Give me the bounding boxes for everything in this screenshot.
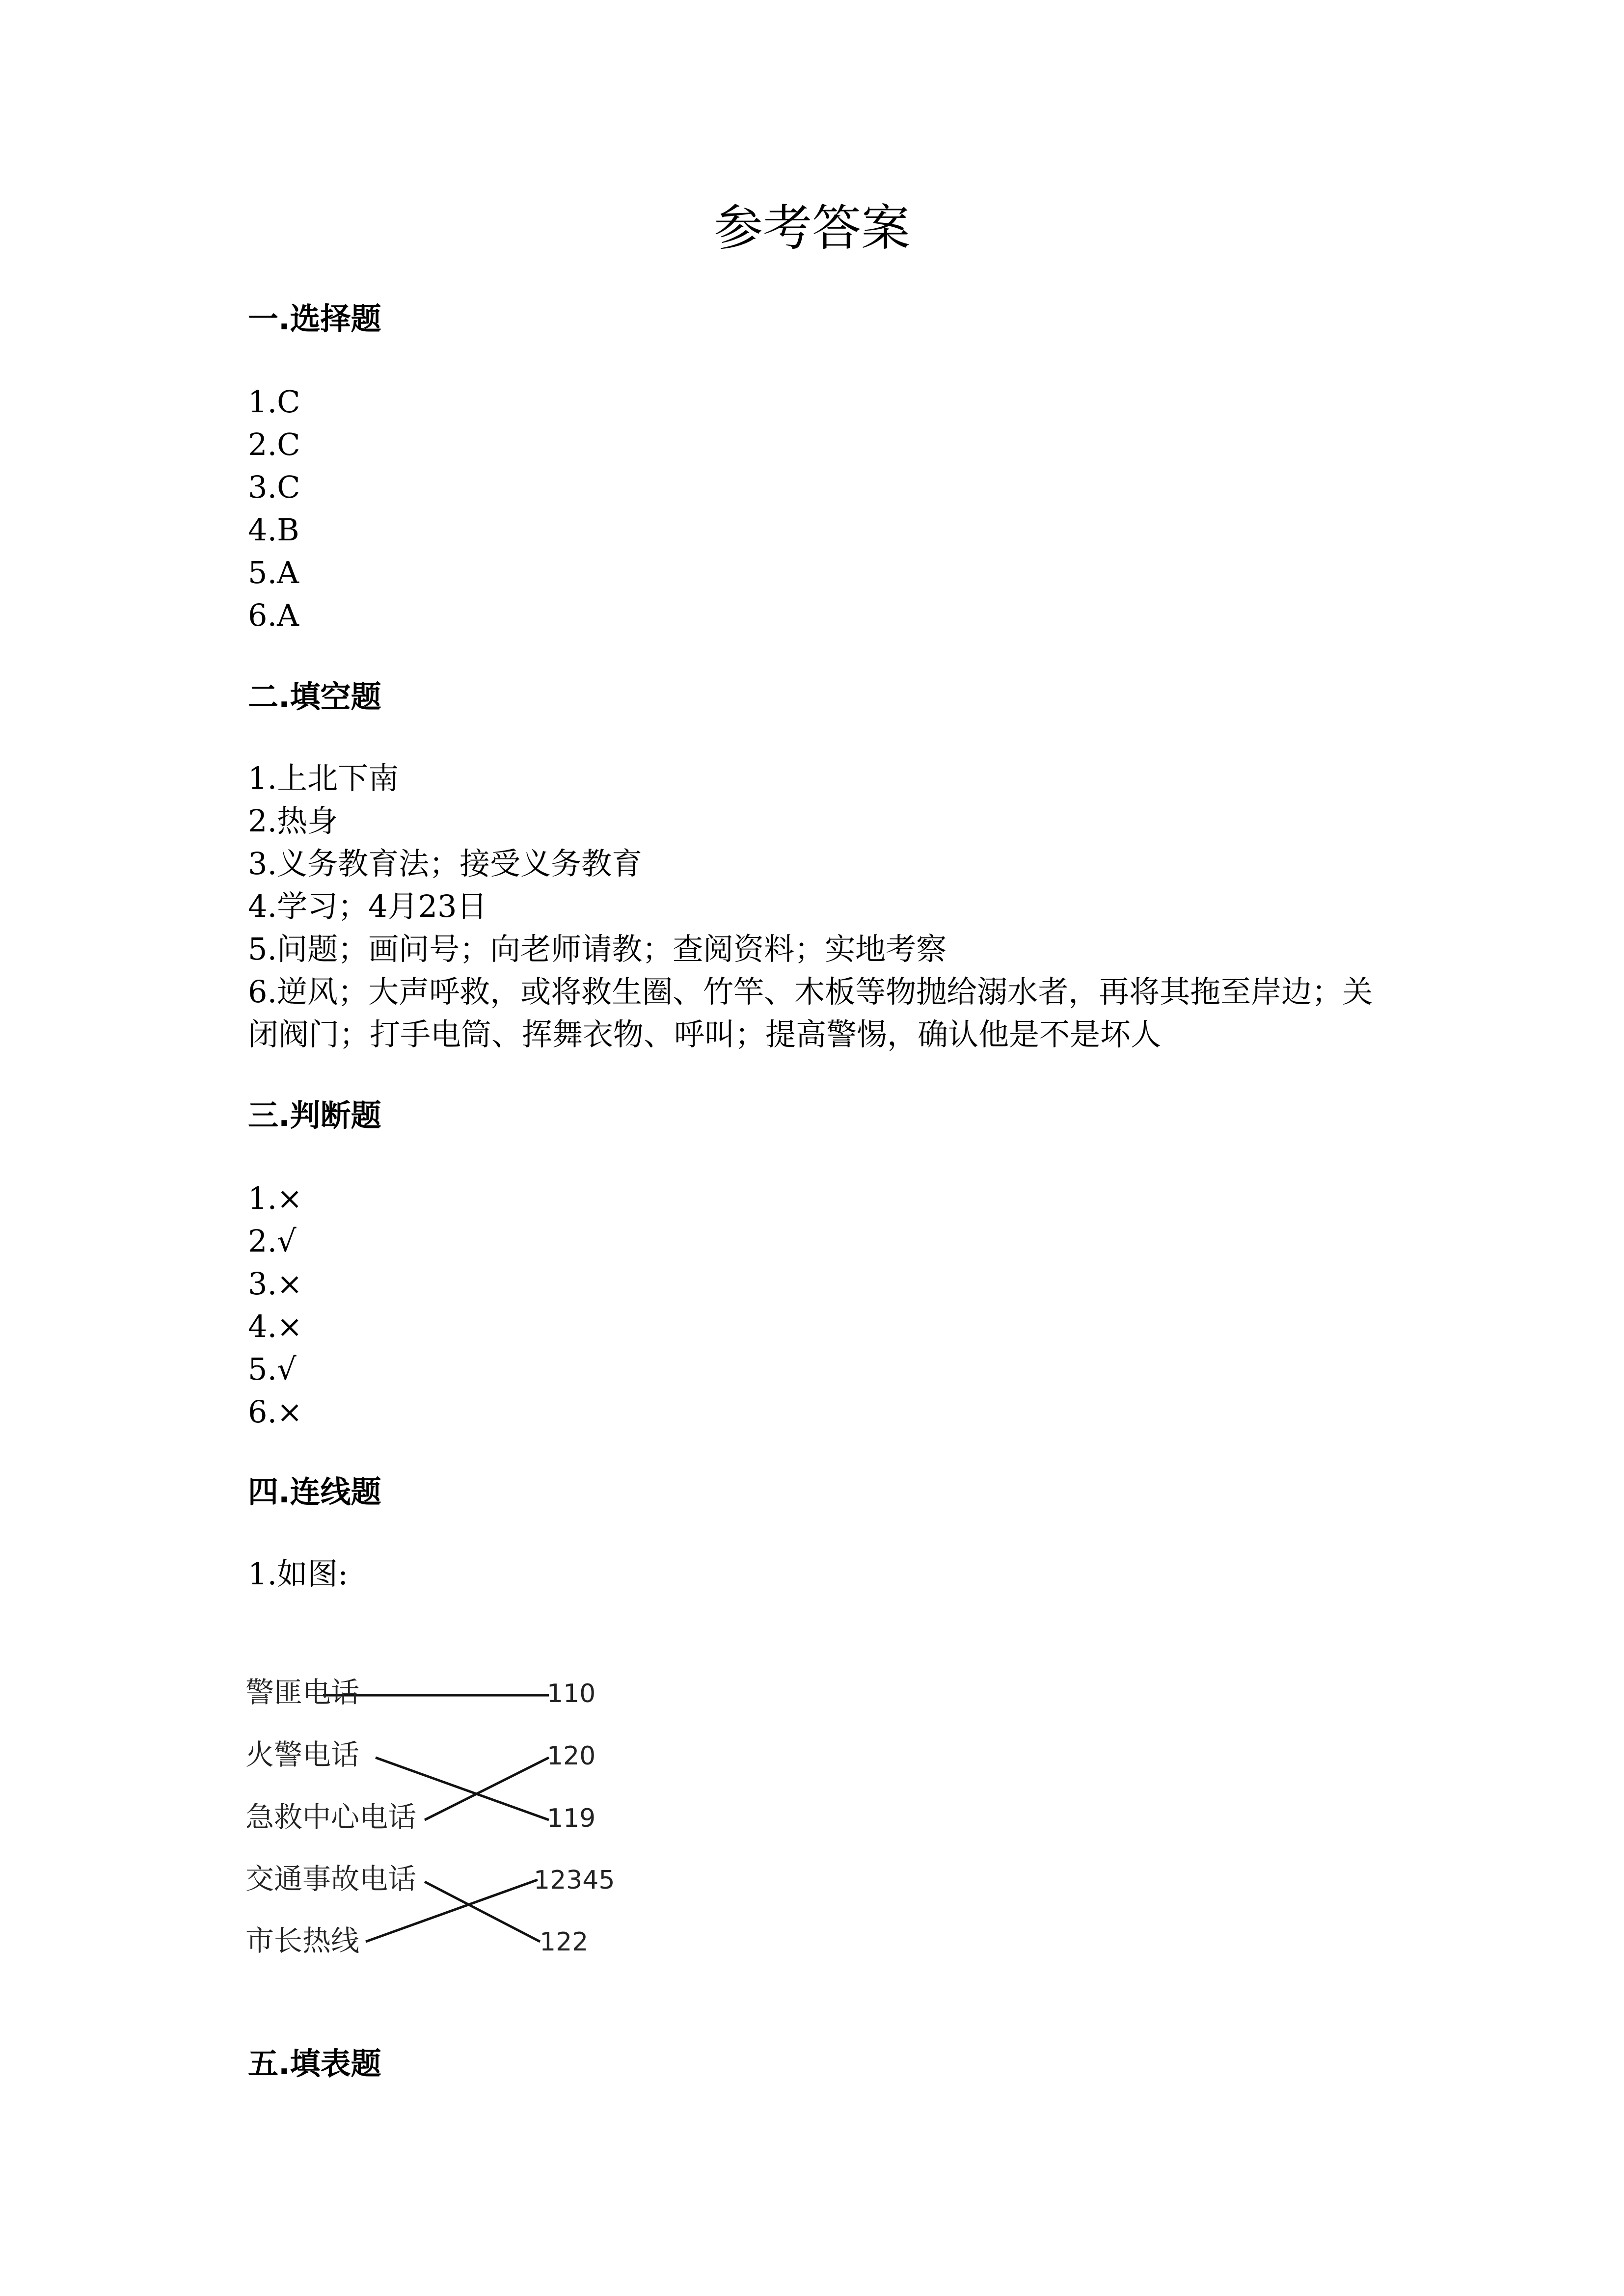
right-label: 110 <box>547 1679 596 1709</box>
section-heading-table: 五.填表题 <box>248 2046 381 2082</box>
matching-diagram <box>236 1649 638 1973</box>
answer-line: 1.× <box>248 1180 303 1216</box>
answer-line: 6.A <box>248 597 299 633</box>
matching-answers <box>248 1552 1392 1595</box>
answer-line: 1.C <box>248 384 300 420</box>
choice-answers <box>248 380 1392 637</box>
match-line <box>425 1882 540 1942</box>
answer-line: 1.上北下南 <box>248 760 399 796</box>
answer-line: 6.× <box>248 1394 303 1430</box>
answer-line: 2.√ <box>248 1223 297 1259</box>
answer-line: 3.C <box>248 469 300 505</box>
left-label: 交通事故电话 <box>245 1862 417 1896</box>
answer-line: 2.热身 <box>248 803 338 839</box>
left-label: 急救中心电话 <box>245 1800 417 1834</box>
match-line <box>425 1758 549 1820</box>
left-label: 市长热线 <box>245 1924 360 1957</box>
answer-line: 5.A <box>248 555 299 590</box>
answer-line: 3.义务教育法；接受义务教育 <box>248 846 643 881</box>
right-label: 119 <box>547 1804 596 1833</box>
answer-line: 6.逆风；大声呼救，或将救生圈、竹竿、木板等物抛给溺水者，再将其拖至岸边；关闭阀门；打手电筒、挥舞衣物、呼叫；提高警惕，确认他是不是坏人 <box>248 974 1373 1052</box>
answer-line: 4.学习；4月23日 <box>248 888 487 924</box>
page-title: 参考答案 <box>714 199 910 257</box>
right-label: 122 <box>540 1927 589 1957</box>
answer-line: 4.B <box>248 512 299 548</box>
true-false-answers <box>248 1177 1392 1433</box>
left-label: 火警电话 <box>245 1738 360 1771</box>
answer-line: 4.× <box>248 1308 303 1344</box>
answer-line: 2.C <box>248 427 300 462</box>
answer-line: 5.问题；画问号；向老师请教；查阅资料；实地考察 <box>248 931 947 967</box>
section-heading-fill-blank: 二.填空题 <box>248 679 381 715</box>
section-heading-true-false: 三.判断题 <box>248 1097 381 1133</box>
fill-blank-answers <box>248 757 1392 1056</box>
answer-line: 5.√ <box>248 1351 297 1387</box>
right-label: 12345 <box>534 1866 615 1895</box>
section-heading-matching: 四.连线题 <box>248 1474 381 1510</box>
section-heading-choice: 一.选择题 <box>248 301 381 337</box>
answer-line: 3.× <box>248 1266 303 1302</box>
answer-line: 1.如图: <box>248 1556 349 1592</box>
right-label: 120 <box>547 1741 596 1771</box>
left-label: 警匪电话 <box>245 1676 360 1709</box>
